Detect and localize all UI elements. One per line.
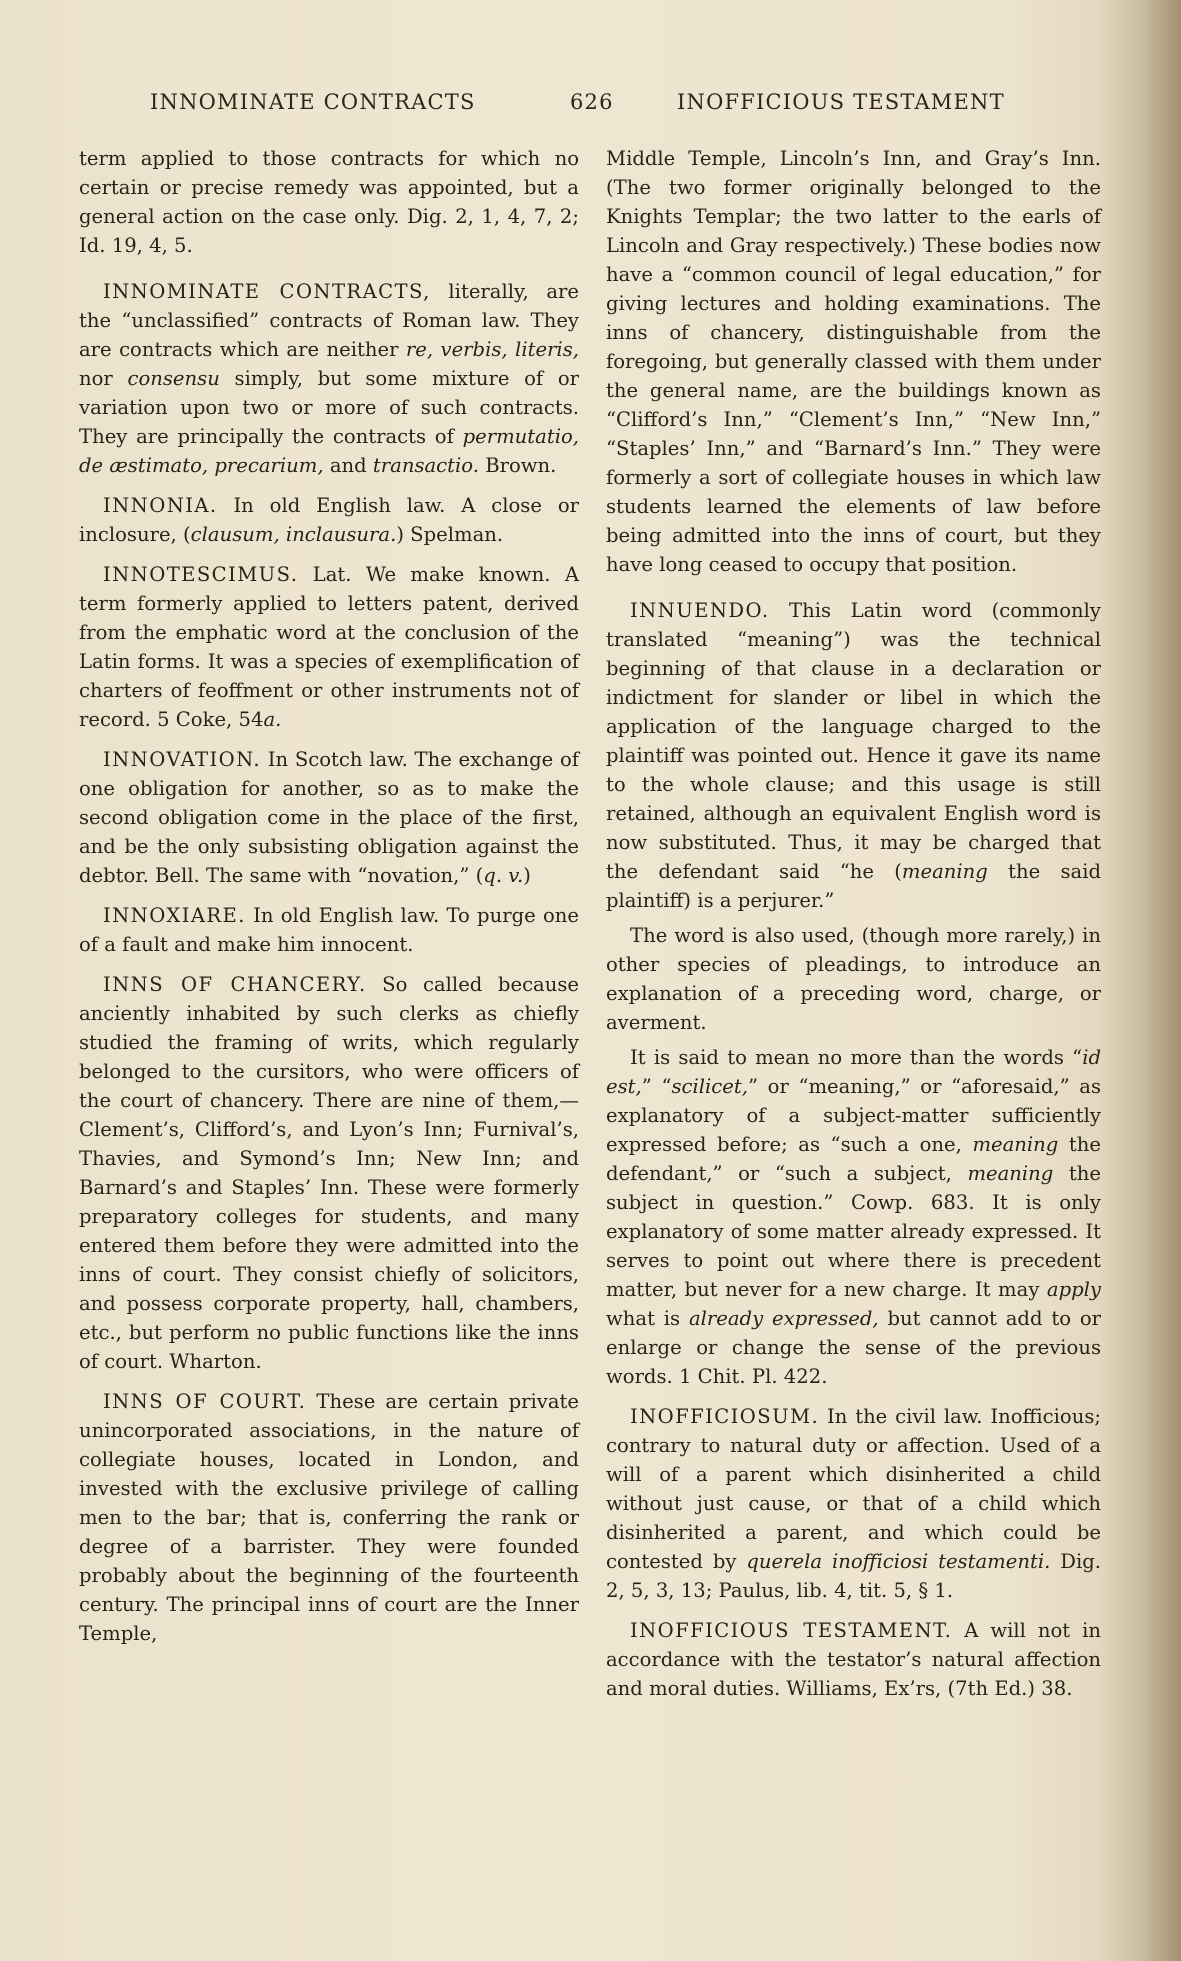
entry-text: the defendant,” or “such a subject,	[606, 1133, 1101, 1185]
entry-text: but cannot add to or enlarge or change the sense of the previous words. 1 Chit. Pl. 422.	[606, 1307, 1102, 1388]
entry-text: )	[523, 864, 531, 887]
entry-headword: INNS OF CHANCERY.	[103, 973, 367, 996]
entry-text: ) Spelman.	[396, 523, 504, 546]
entry-italic-term: re, verbis, literis,	[405, 338, 579, 361]
entry-italic-term: meaning	[972, 1133, 1059, 1156]
entry-headword: INNONIA.	[103, 494, 218, 517]
entry-italic-term: permutatio, de æstimato, precarium,	[79, 425, 579, 477]
entry-text: term applied to those contracts for which no certain or precise remedy was appointed, but a general action on the case only. Dig. 2, 1, 4, 7, 2; Id. 19, 4, 5.	[79, 147, 579, 257]
dictionary-entry	[606, 596, 1101, 915]
entry-text: In old English law. To purge one of a fault and make him innocent.	[79, 904, 579, 956]
entry-italic-term: meaning	[967, 1162, 1054, 1185]
entry-text: In old English law. A close or inclosure, (	[79, 494, 579, 546]
entry-paragraph	[606, 921, 1101, 1037]
page-number: 626	[570, 90, 614, 114]
dictionary-entry	[79, 277, 579, 480]
entry-headword: INNUENDO.	[630, 599, 770, 622]
dictionary-entry	[79, 970, 579, 1376]
entry-italic-term: scilicet,	[671, 1075, 748, 1098]
dictionary-entry	[79, 745, 579, 890]
entry-text: nor	[79, 367, 128, 390]
entry-headword: INNOVATION.	[103, 748, 262, 771]
entry-italic-term: clausum, inclausura.	[190, 523, 397, 546]
page-edge-shadow	[1141, 0, 1181, 1961]
entry-continuation	[606, 144, 1101, 579]
dictionary-entry	[79, 1387, 579, 1648]
entry-italic-term: a.	[263, 708, 282, 731]
entry-italic-term: id est,	[606, 1046, 1101, 1098]
entry-text: and	[323, 454, 373, 477]
entry-italic-term: meaning	[901, 860, 988, 883]
entry-text: the subject in question.” Cowp. 683. It is only explanatory of some matter already expressed. It serves to point out where there is precedent matter, but never for a new charge. It may	[606, 1162, 1101, 1301]
entry-text: ” or “meaning,” or “aforesaid,” as explanatory of a subject-matter sufficiently expressed before; as “such a one,	[606, 1075, 1102, 1156]
right-column	[606, 144, 1101, 1714]
entry-text: A will not in accordance with the testator’s natural affection and moral duties. Williams, Ex’rs, (7th Ed.) 38.	[606, 1619, 1101, 1700]
left-column	[79, 144, 579, 1659]
running-head-right: INOFFICIOUS TESTAMENT	[677, 90, 1005, 114]
entry-headword: INNOMINATE CONTRACTS,	[103, 280, 431, 303]
entry-text: Dig. 2, 5, 3, 13; Paulus, lib. 4, tit. 5, § 1.	[606, 1550, 1102, 1602]
entry-headword: INOFFICIOUS TESTAMENT.	[630, 1619, 953, 1642]
entry-text: literally, are the “unclassified” contracts of Roman law. They are contracts which are neither	[79, 280, 579, 361]
dictionary-entry	[79, 491, 579, 549]
dictionary-entry	[79, 901, 579, 959]
entry-headword: INOFFICIOSUM.	[630, 1405, 820, 1428]
entry-text: Brown.	[478, 454, 557, 477]
entry-paragraph	[606, 1043, 1101, 1391]
dictionary-entry	[79, 560, 579, 734]
entry-headword: INNOXIARE.	[103, 904, 246, 927]
dictionary-entry	[606, 1616, 1101, 1703]
running-head	[0, 90, 1181, 122]
entry-text: Lat. We make known. A term formerly applied to letters patent, derived from the emphatic word at the conclusion of the Latin forms. It was a species of exemplification of charters of feoffment or other instruments not of record. 5 Coke, 54	[79, 563, 579, 731]
entry-text: These are certain private unincorporated associations, in the nature of collegiate houses, located in London, and invested with the exclusive privilege of calling men to the bar; that is, conferring the rank or degree of a barrister. They were founded probably about the beginning of the fourteenth century. The principal inns of court are the Inner Temple,	[79, 1390, 580, 1645]
entry-italic-term: q. v.	[483, 864, 524, 887]
dictionary-entry	[606, 1402, 1101, 1605]
entry-italic-term: querela inofficiosi testamenti.	[746, 1550, 1051, 1573]
entry-text: what is	[606, 1307, 689, 1330]
entry-text: This Latin word (commonly translated “meaning”) was the technical beginning of that clause in a declaration or indictment for slander or libel in which the application of the language charged to the plaintiff was pointed out. Hence it gave its name to the whole clause; and this usage is still retained, although an equivalent English word is now substituted. Thus, it may be charged that the defendant said “he (	[606, 599, 1101, 883]
entry-text: It is said to mean no more than the words “	[630, 1046, 1083, 1069]
entry-text: simply, but some mixture of or variation upon two or more of such contracts. They are principally the contracts of	[79, 367, 580, 448]
entry-continuation	[79, 144, 579, 260]
entry-headword: INNOTESCIMUS.	[103, 563, 299, 586]
entry-italic-term: apply	[1046, 1278, 1101, 1301]
entry-text: So called because anciently inhabited by such clerks as chiefly studied the framing of writs, which regularly belonged to the cursitors, who were officers of the court of chancery. There are nine of them,—Clement’s, Clifford’s, and Lyon’s Inn; Furnival’s, Thavies, and Symond’s Inn; New Inn; and Barnard’s and Staples’ Inn. These were formerly preparatory colleges for students, and many entered them before they were admitted into the inns of court. They consist chiefly of solicitors, and possess corporate property, hall, chambers, etc., but perform no public functions like the inns of court. Wharton.	[79, 973, 579, 1373]
entry-text: In the civil law. Inofficious; contrary to natural duty or affection. Used of a will of a parent which disinherited a child without just cause, or that of a child which disinherited a parent, and which could be contested by	[606, 1405, 1101, 1573]
entry-text: ” “	[641, 1075, 672, 1098]
entry-italic-term: already expressed,	[688, 1307, 879, 1330]
entry-italic-term: transactio.	[372, 454, 479, 477]
entry-text: In Scotch law. The exchange of one obligation for another, so as to make the second obligation come in the place of the first, and be the only subsisting obligation against the debtor. Bell. The same with “novation,” (	[79, 748, 579, 887]
entry-italic-term: consensu	[127, 367, 220, 390]
running-head-left: INNOMINATE CONTRACTS	[150, 90, 476, 114]
entry-text: Middle Temple, Lincoln’s Inn, and Gray’s Inn. (The two former originally belonged to the Knights Templar; the two latter to the earls of Lincoln and Gray respectively.) These bodies now have a “common council of legal education,” for giving lectures and holding examinations. The inns of chancery, distinguishable from the foregoing, but generally classed with them under the general name, are the buildings known as “Clifford’s Inn,” “Clement’s Inn,” “New Inn,” “Staples’ Inn,” and “Barnard’s Inn.” They were formerly a sort of collegiate houses in which law students learned the elements of law before being admitted into the inns of court, but they have long ceased to occupy that position.	[606, 147, 1101, 576]
entry-headword: INNS OF COURT.	[103, 1390, 307, 1413]
entry-text: The word is also used, (though more rarely,) in other species of pleadings, to introduce an explanation of a preceding word, charge, or averment.	[606, 924, 1101, 1034]
entry-text: the said plaintiff) is a perjurer.”	[606, 860, 1102, 912]
